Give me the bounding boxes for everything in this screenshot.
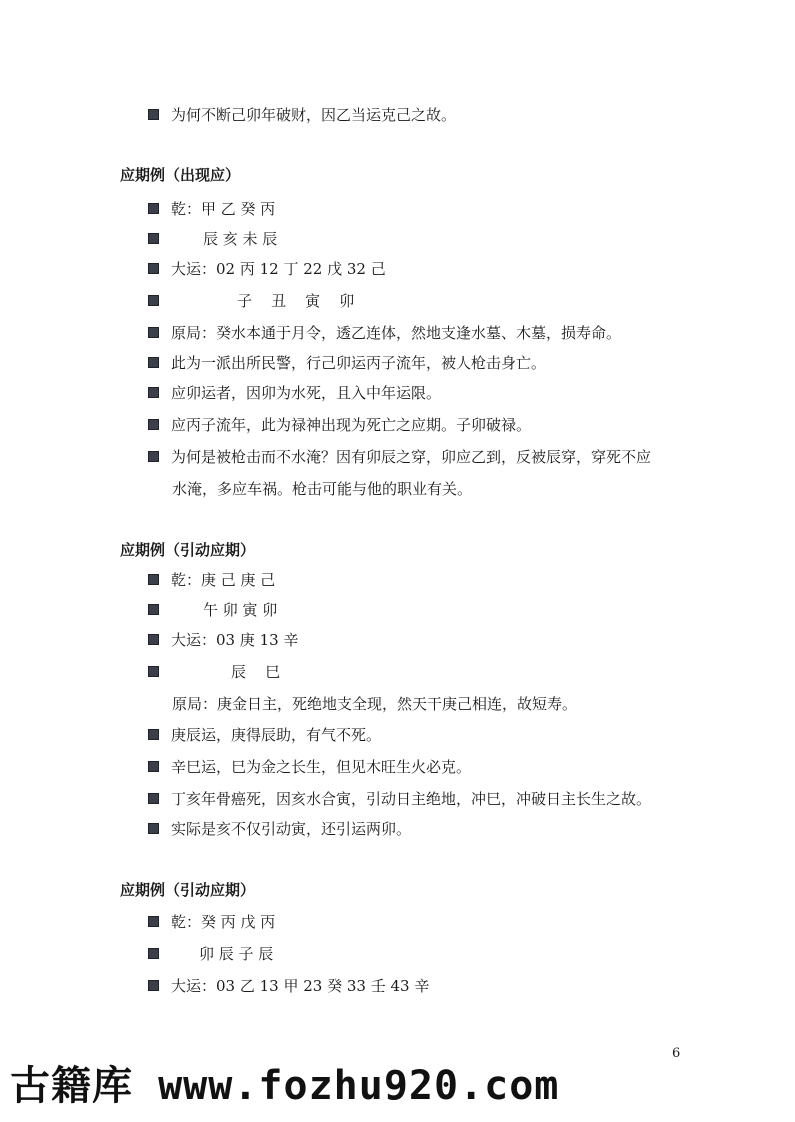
square-bullet-icon [148, 634, 159, 645]
square-bullet-icon [148, 263, 159, 274]
text-line-5: 子 丑 寅 卯 [148, 289, 354, 313]
square-bullet-icon [148, 793, 159, 804]
section-heading-2: 应期例（引动应期） [120, 541, 256, 559]
text-line-17: 辛巳运，巳为金之长生，但见木旺生火必克。 [148, 755, 471, 779]
square-bullet-icon [148, 295, 159, 306]
text-line-11: 乾：庚 己 庚 己 [148, 568, 275, 592]
square-bullet-icon [148, 109, 159, 120]
text-line-1: 为何不断己卯年破财，因乙当运克己之故。 [148, 103, 456, 127]
section-heading-3: 应期例（引动应期） [120, 881, 256, 899]
section-heading-1: 应期例（出现应） [120, 166, 241, 184]
site-watermark: 古籍库 www.fozhu920.com [10, 1063, 560, 1109]
square-bullet-icon [148, 948, 159, 959]
text-line-15: 原局：庚金日主，死绝地支全现，然天干庚己相连，故短寿。 [172, 695, 578, 713]
text-line-8: 应卯运者，因卯为水死，且入中年运限。 [148, 381, 441, 405]
text-line-22: 大运：03 乙 13 甲 23 癸 33 壬 43 辛 [148, 974, 429, 998]
square-bullet-icon [148, 419, 159, 430]
text-line-13: 大运：03 庚 13 辛 [148, 628, 298, 652]
square-bullet-icon [148, 574, 159, 585]
text-line-7: 此为一派出所民警，行己卯运丙子流年，被人枪击身亡。 [148, 351, 546, 375]
square-bullet-icon [148, 357, 159, 368]
text-line-2: 乾：甲 乙 癸 丙 [148, 197, 275, 221]
square-bullet-icon [148, 761, 159, 772]
page-number: 6 [672, 1046, 681, 1061]
square-bullet-icon [148, 666, 159, 677]
text-line-21: 卯 辰 子 辰 [148, 942, 273, 966]
text-line-19: 实际是亥不仅引动寅，还引运两卯。 [148, 817, 411, 841]
text-line-16: 庚辰运，庚得辰助，有气不死。 [148, 723, 381, 747]
text-line-18: 丁亥年骨癌死，因亥水合寅，引动日主绝地，冲巳，冲破日主长生之故。 [148, 787, 651, 811]
text-line-14: 辰 巳 [148, 660, 280, 684]
text-line-4: 大运：02 丙 12 丁 22 戊 32 己 [148, 257, 386, 281]
text-line-3: 辰 亥 未 辰 [148, 227, 277, 251]
text-line-12: 午 卯 寅 卯 [148, 598, 277, 622]
text-line-10-continued: 水淹，多应车祸。枪击可能与他的职业有关。 [172, 480, 473, 498]
square-bullet-icon [148, 916, 159, 927]
square-bullet-icon [148, 823, 159, 834]
square-bullet-icon [148, 203, 159, 214]
square-bullet-icon [148, 327, 159, 338]
square-bullet-icon [148, 233, 159, 244]
square-bullet-icon [148, 729, 159, 740]
text-line-6: 原局：癸水本通于月令，透乙连体，然地支逢水墓、木墓，损寿命。 [148, 321, 621, 345]
text-line-20: 乾：癸 丙 戊 丙 [148, 910, 275, 934]
text-line-9: 应丙子流年，此为禄神出现为死亡之应期。子卯破禄。 [148, 413, 531, 437]
text-line-10: 为何是被枪击而不水淹？因有卯辰之穿，卯应乙到，反被辰穿，穿死不应 [148, 445, 651, 469]
square-bullet-icon [148, 604, 159, 615]
square-bullet-icon [148, 980, 159, 991]
square-bullet-icon [148, 387, 159, 398]
square-bullet-icon [148, 451, 159, 462]
